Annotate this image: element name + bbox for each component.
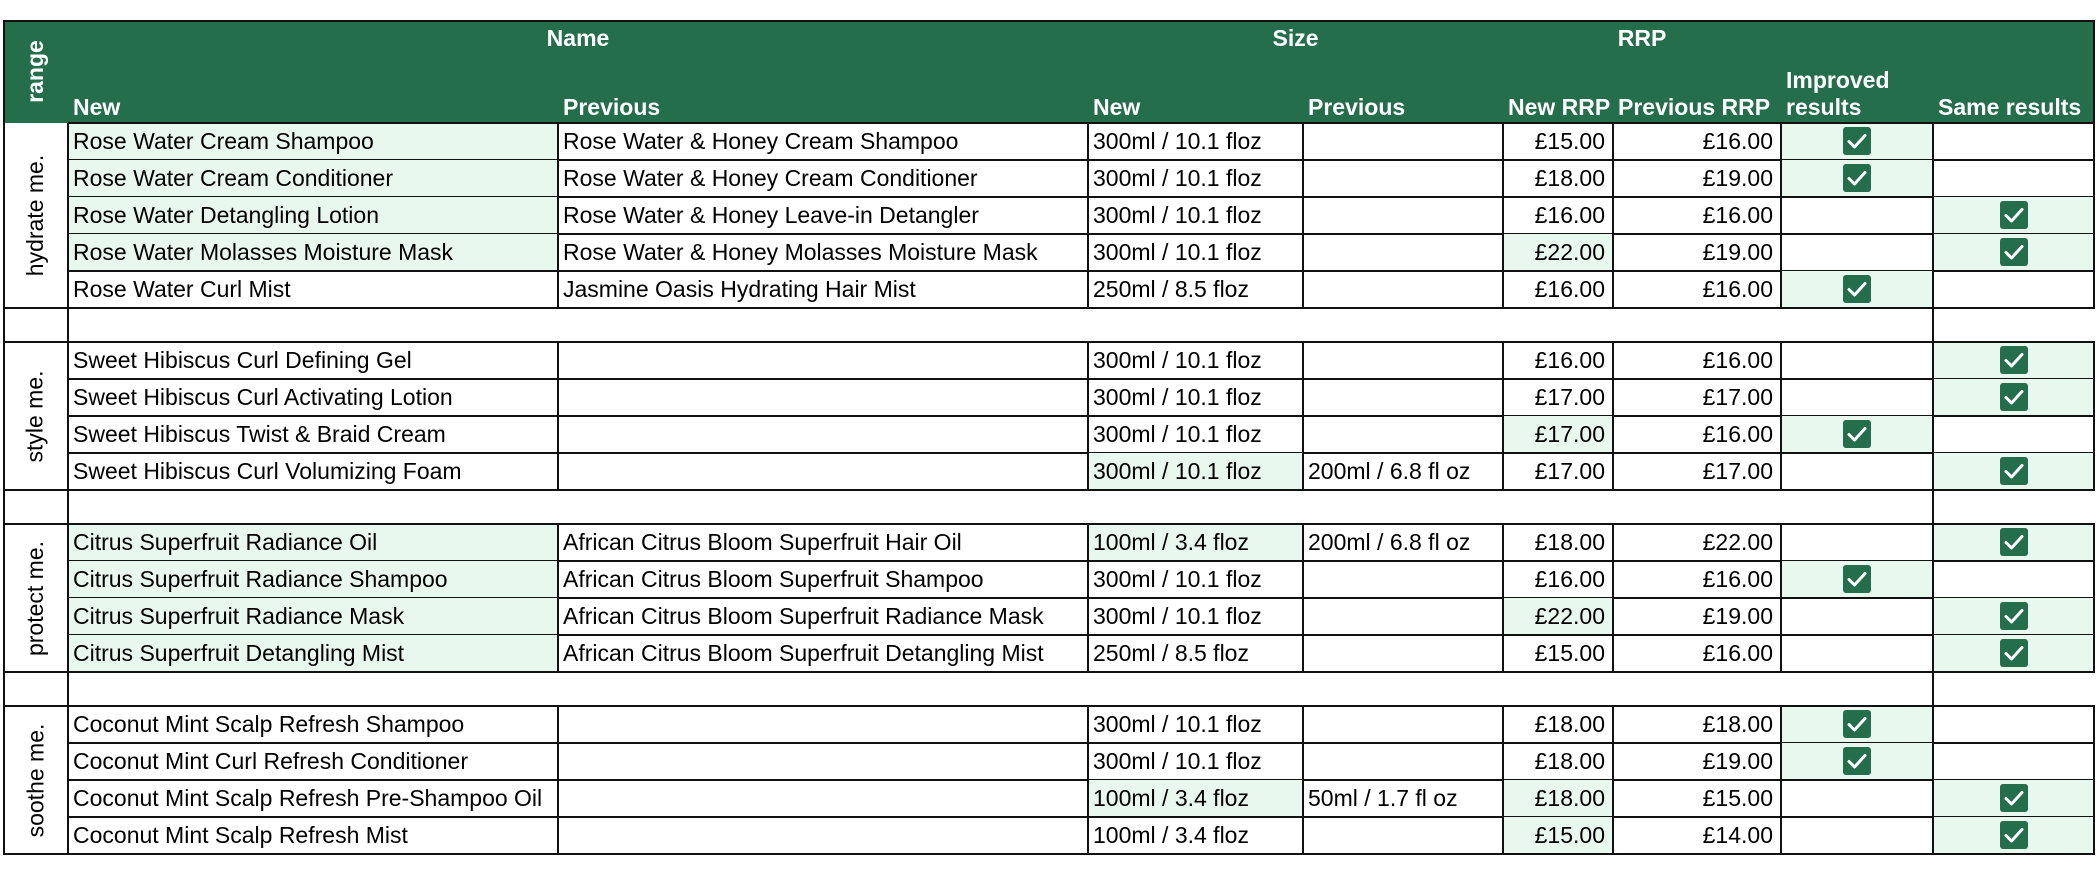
grid-line xyxy=(1932,342,1934,490)
new-name-cell[interactable]: Rose Water Detangling Lotion xyxy=(68,197,558,234)
range-label-cell xyxy=(3,342,68,490)
previous-rrp-cell[interactable]: £16.00 xyxy=(1702,202,1773,228)
new-rrp-cell[interactable]: £16.00 xyxy=(1534,347,1605,373)
new-size-cell[interactable]: 300ml / 10.1 floz xyxy=(1093,421,1262,447)
checkbox-checked-icon[interactable] xyxy=(1843,164,1871,192)
grid-line xyxy=(2093,342,2095,490)
grid-line xyxy=(1302,123,1304,308)
new-rrp-cell[interactable]: £18.00 xyxy=(1534,165,1605,191)
grid-line xyxy=(68,705,2095,707)
new-name-cell[interactable]: Rose Water Cream Shampoo xyxy=(68,123,558,160)
range-label: soothe me. xyxy=(22,723,49,837)
previous-rrp-cell[interactable]: £16.00 xyxy=(1702,640,1773,666)
new-size-cell[interactable]: 250ml / 8.5 floz xyxy=(1093,640,1249,666)
grid-line xyxy=(1780,524,1782,672)
grid-line xyxy=(3,672,5,706)
new-size-cell[interactable]: 300ml / 10.1 floz xyxy=(1093,384,1262,410)
checkbox-checked-icon[interactable] xyxy=(1843,420,1871,448)
grid-line xyxy=(68,122,2095,124)
previous-size-cell[interactable] xyxy=(1303,635,1503,672)
grid-line xyxy=(1932,123,1934,308)
same-results-header: Same results xyxy=(1933,20,2095,123)
previous-name-cell[interactable] xyxy=(558,780,1088,817)
previous-rrp-cell[interactable]: £16.00 xyxy=(1702,276,1773,302)
new-size-cell[interactable]: 250ml / 8.5 floz xyxy=(1093,276,1249,302)
checkbox-checked-icon[interactable] xyxy=(2000,602,2028,630)
grid-line xyxy=(1302,524,1304,672)
new-name-cell[interactable]: Citrus Superfruit Radiance Mask xyxy=(68,598,558,635)
same-result-cell[interactable] xyxy=(1933,743,2095,780)
new-name-cell[interactable]: Coconut Mint Scalp Refresh Mist xyxy=(73,822,408,848)
new-rrp-cell[interactable]: £18.00 xyxy=(1534,711,1605,737)
improved-result-cell[interactable] xyxy=(1781,197,1933,234)
improved-result-cell[interactable] xyxy=(1781,635,1933,672)
new-size-cell[interactable]: 300ml / 10.1 floz xyxy=(1093,347,1262,373)
new-rrp-cell[interactable]: £16.00 xyxy=(1534,566,1605,592)
new-size-cell[interactable]: 300ml / 10.1 floz xyxy=(1093,202,1262,228)
name-group-header: Name xyxy=(68,20,1088,57)
range-label-cell xyxy=(3,524,68,672)
improved-result-cell[interactable] xyxy=(1781,780,1933,817)
previous-name-cell[interactable]: Rose Water & Honey Molasses Moisture Mask xyxy=(563,239,1038,265)
previous-size-cell[interactable] xyxy=(1303,123,1503,160)
grid-line xyxy=(1502,123,1504,308)
new-size-cell[interactable]: 300ml / 10.1 floz xyxy=(1093,128,1262,154)
new-rrp-cell[interactable]: £18.00 xyxy=(1534,748,1605,774)
grid-line xyxy=(2093,20,2095,123)
previous-rrp-cell[interactable]: £17.00 xyxy=(1702,458,1773,484)
new-name-cell[interactable]: Rose Water Curl Mist xyxy=(73,276,291,302)
grid-line xyxy=(1780,342,1782,490)
checkbox-checked-icon[interactable] xyxy=(1843,275,1871,303)
checkbox-checked-icon[interactable] xyxy=(1843,747,1871,775)
new-size-header: New xyxy=(1088,57,1303,123)
range-label: hydrate me. xyxy=(22,154,49,277)
improved-result-cell[interactable] xyxy=(1781,598,1933,635)
checkbox-checked-icon[interactable] xyxy=(2000,346,2028,374)
previous-name-cell[interactable] xyxy=(558,817,1088,854)
previous-size-cell[interactable] xyxy=(1303,416,1503,453)
previous-name-cell[interactable]: Rose Water & Honey Cream Shampoo xyxy=(563,128,959,154)
improved-result-cell[interactable] xyxy=(1781,342,1933,379)
range-label: style me. xyxy=(22,369,48,463)
previous-rrp-cell[interactable]: £14.00 xyxy=(1702,822,1773,848)
new-rrp-header: New RRP xyxy=(1503,57,1613,123)
previous-name-header: Previous xyxy=(558,57,1088,123)
new-name-cell[interactable]: Coconut Mint Scalp Refresh Shampoo xyxy=(73,711,465,737)
checkbox-checked-icon[interactable] xyxy=(2000,457,2028,485)
grid-line xyxy=(1932,706,1934,854)
grid-line xyxy=(1780,123,1782,308)
rrp-group-header: RRP xyxy=(1503,20,1781,57)
previous-size-cell[interactable] xyxy=(1303,379,1503,416)
grid-line xyxy=(557,342,559,490)
checkbox-checked-icon[interactable] xyxy=(2000,821,2028,849)
same-result-cell[interactable] xyxy=(1933,561,2095,598)
checkbox-checked-icon[interactable] xyxy=(2000,383,2028,411)
grid-line xyxy=(67,672,69,706)
new-rrp-cell[interactable]: £15.00 xyxy=(1534,640,1605,666)
previous-size-cell[interactable] xyxy=(1303,342,1503,379)
grid-line xyxy=(1087,123,1089,308)
new-size-cell[interactable]: 100ml / 3.4 floz xyxy=(1088,780,1303,817)
same-result-cell[interactable] xyxy=(1933,706,2095,743)
grid-line xyxy=(3,123,5,308)
new-name-cell[interactable]: Sweet Hibiscus Curl Defining Gel xyxy=(73,347,412,373)
previous-name-cell[interactable]: African Citrus Bloom Superfruit Radiance Mask xyxy=(563,603,1044,629)
grid-line xyxy=(3,308,5,342)
new-rrp-cell[interactable]: £17.00 xyxy=(1534,458,1605,484)
improved-results-header: Improved results xyxy=(1781,20,1933,123)
grid-line xyxy=(1612,342,1614,490)
product-comparison-sheet xyxy=(3,20,2095,855)
range-label-cell xyxy=(3,123,68,308)
range-header xyxy=(3,20,68,123)
grid-line xyxy=(67,123,69,308)
previous-rrp-cell[interactable]: £19.00 xyxy=(1702,603,1773,629)
checkbox-checked-icon[interactable] xyxy=(2000,639,2028,667)
size-group-header: Size xyxy=(1088,20,1503,57)
grid-line xyxy=(3,20,2095,22)
grid-line xyxy=(1932,490,1934,524)
grid-line xyxy=(1612,524,1614,672)
grid-line xyxy=(3,524,5,672)
grid-line xyxy=(2093,123,2095,308)
new-size-cell[interactable]: 300ml / 10.1 floz xyxy=(1093,239,1262,265)
previous-name-cell[interactable]: African Citrus Bloom Superfruit Detangling Mist xyxy=(563,640,1044,666)
new-size-cell[interactable]: 300ml / 10.1 floz xyxy=(1093,711,1262,737)
grid-line xyxy=(2093,706,2095,854)
previous-rrp-cell[interactable]: £22.00 xyxy=(1702,529,1773,555)
previous-size-cell[interactable] xyxy=(1303,706,1503,743)
previous-rrp-cell[interactable]: £15.00 xyxy=(1702,785,1773,811)
previous-name-cell[interactable] xyxy=(558,342,1088,379)
improved-result-cell[interactable] xyxy=(1781,817,1933,854)
grid-line xyxy=(3,20,5,123)
previous-name-cell[interactable]: Jasmine Oasis Hydrating Hair Mist xyxy=(563,276,916,302)
new-name-cell[interactable]: Sweet Hibiscus Curl Volumizing Foam xyxy=(73,458,462,484)
grid-line xyxy=(3,706,5,854)
checkbox-checked-icon[interactable] xyxy=(1843,565,1871,593)
new-name-cell[interactable]: Coconut Mint Scalp Refresh Pre-Shampoo Oil xyxy=(73,785,543,811)
new-rrp-cell[interactable]: £16.00 xyxy=(1534,202,1605,228)
new-name-cell[interactable]: Rose Water Molasses Moisture Mask xyxy=(68,234,558,271)
grid-line xyxy=(2093,524,2095,672)
grid-line xyxy=(67,308,69,342)
previous-name-cell[interactable] xyxy=(558,379,1088,416)
new-size-cell[interactable]: 300ml / 10.1 floz xyxy=(1093,603,1262,629)
previous-size-cell[interactable] xyxy=(1303,561,1503,598)
new-size-cell[interactable]: 300ml / 10.1 floz xyxy=(1093,566,1262,592)
new-name-header: New xyxy=(68,57,558,123)
previous-size-cell[interactable] xyxy=(1303,271,1503,308)
grid-line xyxy=(1302,706,1304,854)
new-size-cell[interactable]: 100ml / 3.4 floz xyxy=(1088,524,1303,561)
grid-line xyxy=(67,706,69,854)
new-name-cell[interactable]: Citrus Superfruit Radiance Oil xyxy=(68,524,558,561)
grid-line xyxy=(557,706,559,854)
new-size-cell[interactable]: 100ml / 3.4 floz xyxy=(1093,822,1249,848)
previous-size-header: Previous xyxy=(1303,57,1503,123)
improved-result-cell[interactable] xyxy=(1781,453,1933,490)
previous-name-cell[interactable]: African Citrus Bloom Superfruit Shampoo xyxy=(563,566,984,592)
grid-line xyxy=(1502,524,1504,672)
checkbox-checked-icon[interactable] xyxy=(2000,784,2028,812)
previous-rrp-cell[interactable]: £16.00 xyxy=(1702,566,1773,592)
previous-size-cell[interactable] xyxy=(1303,598,1503,635)
grid-line xyxy=(1932,524,1934,672)
previous-rrp-cell[interactable]: £19.00 xyxy=(1702,239,1773,265)
improved-result-cell[interactable] xyxy=(1781,234,1933,271)
previous-rrp-cell[interactable]: £19.00 xyxy=(1702,165,1773,191)
same-result-cell[interactable] xyxy=(1933,160,2095,197)
previous-name-cell[interactable] xyxy=(558,743,1088,780)
grid-line xyxy=(1087,342,1089,490)
previous-name-cell[interactable]: Rose Water & Honey Cream Conditioner xyxy=(563,165,978,191)
grid-line xyxy=(68,341,2095,343)
previous-rrp-cell[interactable]: £18.00 xyxy=(1702,711,1773,737)
grid-line xyxy=(1612,706,1614,854)
previous-rrp-cell[interactable]: £16.00 xyxy=(1702,421,1773,447)
previous-size-cell[interactable] xyxy=(1303,197,1503,234)
grid-line xyxy=(68,523,2095,525)
previous-size-cell[interactable] xyxy=(1303,234,1503,271)
previous-rrp-cell[interactable]: £17.00 xyxy=(1702,384,1773,410)
previous-name-cell[interactable]: Rose Water & Honey Leave-in Detangler xyxy=(563,202,979,228)
new-size-cell[interactable]: 300ml / 10.1 floz xyxy=(1093,165,1262,191)
new-rrp-cell[interactable]: £15.00 xyxy=(1534,128,1605,154)
previous-size-cell[interactable] xyxy=(1303,817,1503,854)
previous-size-cell[interactable] xyxy=(1303,160,1503,197)
grid-line xyxy=(1932,672,1934,706)
grid-line xyxy=(3,490,5,524)
previous-name-cell[interactable] xyxy=(558,453,1088,490)
checkbox-checked-icon[interactable] xyxy=(1843,710,1871,738)
new-name-cell[interactable]: Citrus Superfruit Radiance Shampoo xyxy=(68,561,558,598)
grid-line xyxy=(3,342,5,490)
same-result-cell[interactable] xyxy=(1933,271,2095,308)
improved-result-cell[interactable] xyxy=(1781,379,1933,416)
new-rrp-cell[interactable]: £15.00 xyxy=(1503,817,1613,854)
grid-line xyxy=(557,123,559,308)
new-size-cell[interactable]: 300ml / 10.1 floz xyxy=(1088,453,1303,490)
grid-line xyxy=(1780,706,1782,854)
grid-line xyxy=(1502,342,1504,490)
new-rrp-cell[interactable]: £22.00 xyxy=(1503,598,1613,635)
new-rrp-cell[interactable]: £22.00 xyxy=(1503,234,1613,271)
new-name-cell[interactable]: Coconut Mint Curl Refresh Conditioner xyxy=(73,748,469,774)
grid-line xyxy=(1087,524,1089,672)
grid-line xyxy=(67,490,69,524)
new-rrp-cell[interactable]: £18.00 xyxy=(1503,780,1613,817)
same-result-cell[interactable] xyxy=(1933,416,2095,453)
grid-line xyxy=(1502,706,1504,854)
previous-rrp-cell[interactable]: £16.00 xyxy=(1702,128,1773,154)
checkbox-checked-icon[interactable] xyxy=(2000,238,2028,266)
previous-rrp-cell[interactable]: £16.00 xyxy=(1702,347,1773,373)
grid-line xyxy=(1932,308,1934,342)
new-name-cell[interactable]: Sweet Hibiscus Curl Activating Lotion xyxy=(73,384,453,410)
grid-line xyxy=(67,524,69,672)
grid-line xyxy=(1302,342,1304,490)
previous-name-cell[interactable]: African Citrus Bloom Superfruit Hair Oil xyxy=(563,529,962,555)
new-rrp-cell[interactable]: £17.00 xyxy=(1503,416,1613,453)
new-name-cell[interactable]: Citrus Superfruit Detangling Mist xyxy=(68,635,558,672)
checkbox-checked-icon[interactable] xyxy=(1843,127,1871,155)
new-size-cell[interactable]: 300ml / 10.1 floz xyxy=(1093,748,1262,774)
previous-size-cell[interactable]: 50ml / 1.7 fl oz xyxy=(1308,785,1458,811)
grid-line xyxy=(557,524,559,672)
range-header-label: range xyxy=(21,40,48,103)
range-label-cell xyxy=(3,706,68,854)
new-name-cell[interactable]: Rose Water Cream Conditioner xyxy=(68,160,558,197)
range-label: protect me. xyxy=(22,540,49,656)
previous-size-cell[interactable] xyxy=(1303,743,1503,780)
new-rrp-cell[interactable]: £18.00 xyxy=(1534,529,1605,555)
previous-size-cell[interactable]: 200ml / 6.8 fl oz xyxy=(1308,458,1471,484)
checkbox-checked-icon[interactable] xyxy=(2000,201,2028,229)
previous-rrp-header: Previous RRP xyxy=(1613,57,1781,123)
checkbox-checked-icon[interactable] xyxy=(2000,528,2028,556)
new-rrp-cell[interactable]: £16.00 xyxy=(1534,276,1605,302)
previous-size-cell[interactable]: 200ml / 6.8 fl oz xyxy=(1308,529,1471,555)
grid-line xyxy=(1087,706,1089,854)
previous-rrp-cell[interactable]: £19.00 xyxy=(1702,748,1773,774)
previous-name-cell[interactable] xyxy=(558,706,1088,743)
improved-result-cell[interactable] xyxy=(1781,524,1933,561)
new-name-cell[interactable]: Sweet Hibiscus Twist & Braid Cream xyxy=(73,421,446,447)
grid-line xyxy=(67,342,69,490)
grid-line xyxy=(1612,123,1614,308)
previous-name-cell[interactable] xyxy=(558,416,1088,453)
new-rrp-cell[interactable]: £17.00 xyxy=(1534,384,1605,410)
same-result-cell[interactable] xyxy=(1933,123,2095,160)
